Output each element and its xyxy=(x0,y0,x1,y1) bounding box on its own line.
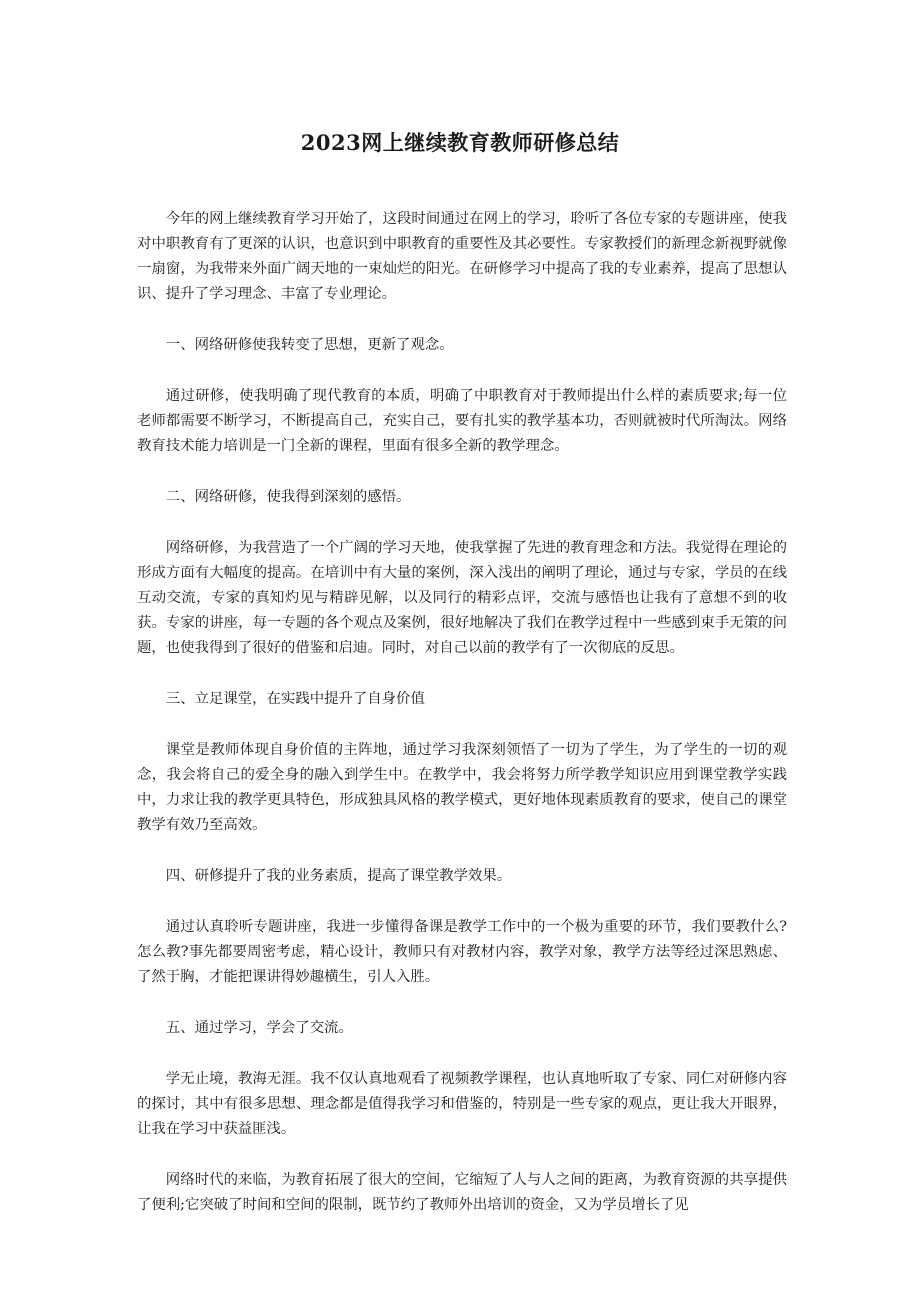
document-title: 2023网上继续教育教师研修总结 xyxy=(300,130,620,155)
section-heading-5: 五、通过学习，学会了交流。 xyxy=(165,1020,353,1036)
section-paragraph-1: 通过研修，使我明确了现代教育的本质，明确了中职教育对于教师提出什么样的素质要求;每一位老师都需要不断学习，不断提高自己，充实自己，要有扎实的教学基本功，否则就被时代所淘汰。网络教育技术能力培训是一门全新的课程，里面有很多全新的教学理念。 xyxy=(137,388,787,454)
section-paragraph-3: 课堂是教师体现自身价值的主阵地，通过学习我深刻领悟了一切为了学生，为了学生的一切的观念，我会将自己的爱全身的融入到学生中。在教学中，我会将努力所学教学知识应用到课堂教学实践中，力求让我的教学更具特色，形成独具风格的教学模式，更好地体现素质教育的要求，使自己的课堂教学有效乃至高效。 xyxy=(137,742,787,833)
section-paragraph-2: 网络研修，为我营造了一个广阔的学习天地，使我掌握了先进的教育理念和方法。我觉得在理论的形成方面有大幅度的提高。在培训中有大量的案例，深入浅出的阐明了理论，通过与专家，学员的在线互动交流，专家的真知灼见与精辟见解，以及同行的精彩点评，交流与感悟也让我有了意想不到的收获。专家的讲座，每一专题的各个观点及案例，很好地解决了我们在教学过程中一些感到束手无策的问题，也使我得到了很好的借鉴和启迪。同时，对自己以前的教学有了一次彻底的反思。 xyxy=(137,540,787,656)
section-heading-4: 四、研修提升了我的业务素质，提高了课堂教学效果。 xyxy=(165,868,512,884)
section-heading-3: 三、立足课堂，在实践中提升了自身价值 xyxy=(165,691,425,707)
intro-paragraph: 今年的网上继续教育学习开始了，这段时间通过在网上的学习，聆听了各位专家的专题讲座，使我对中职教育有了更深的认识，也意识到中职教育的重要性及其必要性。专家教授们的新理念新视野就像一扇窗，为我带来外面广阔天地的一束灿烂的阳光。在研修学习中提高了我的专业素养，提高了思想认识、提升了学习理念、丰富了专业理论。 xyxy=(137,211,787,302)
section-heading-2: 二、网络研修，使我得到深刻的感悟。 xyxy=(165,489,411,505)
section-paragraph-5: 学无止境，教海无涯。我不仅认真地观看了视频教学课程，也认真地听取了专家、同仁对研修内容的探讨，其中有很多思想、理念都是值得我学习和借鉴的，特别是一些专家的观点，更让我大开眼界，让我在学习中获益匪浅。 xyxy=(137,1071,787,1137)
document-body xyxy=(137,207,787,1244)
section-paragraph-4: 通过认真聆听专题讲座，我进一步懂得备课是教学工作中的一个极为重要的环节，我们要教什么?怎么教?事先都要周密考虑，精心设计，教师只有对教材内容，教学对象，教学方法等经过深思熟虑、了然于胸，才能把课讲得妙趣横生，引人入胜。 xyxy=(137,919,787,985)
section-heading-1: 一、网络研修使我转变了思想，更新了观念。 xyxy=(165,337,454,353)
closing-paragraph: 网络时代的来临，为教育拓展了很大的空间，它缩短了人与人之间的距离，为教育资源的共享提供了便利;它突破了时间和空间的限制，既节约了教师外出培训的资金，又为学员增长了见 xyxy=(137,1172,787,1213)
